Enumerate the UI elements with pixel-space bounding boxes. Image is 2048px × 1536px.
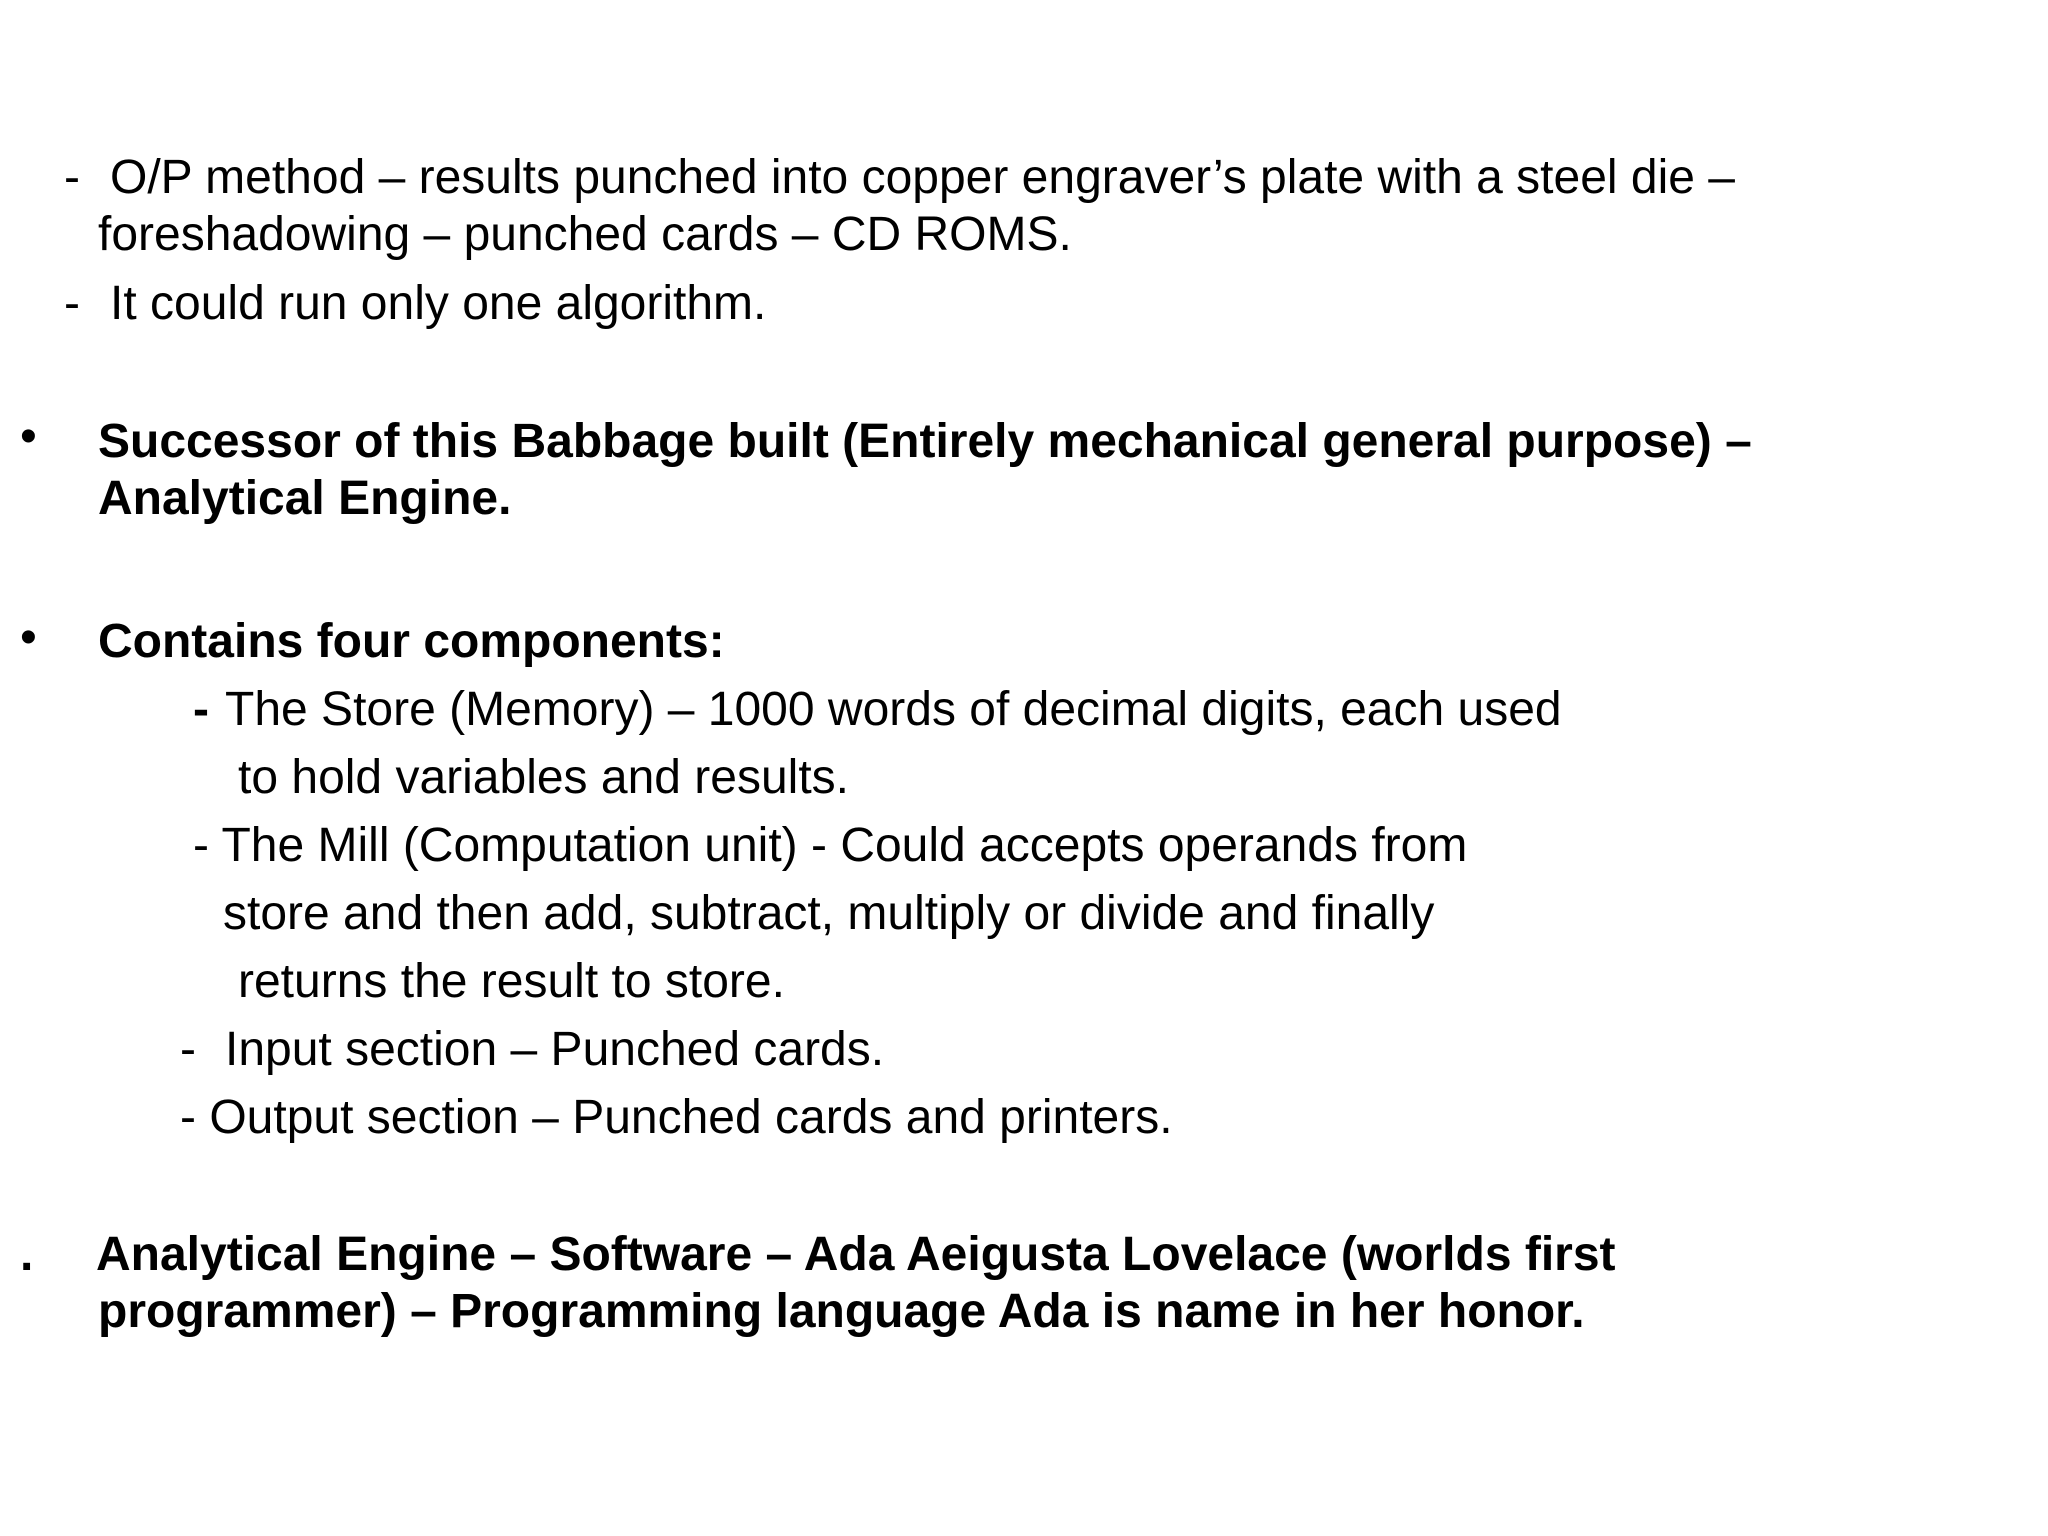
output-section-text: - Output section – Punched cards and printers. [180,1091,1173,1144]
one-algorithm-text: It could run only one algorithm. [110,277,767,330]
op-method-line-2: foreshadowing – punched cards – CD ROMS. [98,208,1072,261]
dash-marker: - [180,1023,196,1076]
ada-line-1: Analytical Engine – Software – Ada Aeigusta Lovelace (worlds first [96,1228,1616,1281]
bullet-marker: • [20,410,37,463]
store-line-2: to hold variables and results. [238,751,850,804]
bullet-marker: • [20,611,37,664]
period-marker: . [20,1228,34,1281]
mill-line-3: returns the result to store. [238,955,785,1008]
mill-line-2: store and then add, subtract, multiply or divide and finally [223,887,1435,940]
input-section-text: Input section – Punched cards. [225,1023,885,1076]
successor-line-1: Successor of this Babbage built (Entirely mechanical general purpose) – [98,415,1752,468]
store-line-1: The Store (Memory) – 1000 words of decimal digits, each used [225,683,1562,736]
dash-marker: - [64,151,80,204]
successor-line-2: Analytical Engine. [98,472,512,525]
mill-line-1: - The Mill (Computation unit) - Could accepts operands from [193,819,1468,872]
components-heading: Contains four components: [98,615,725,668]
dash-marker: - [193,683,209,736]
ada-line-2: programmer) – Programming language Ada is name in her honor. [98,1285,1585,1338]
op-method-line-1: O/P method – results punched into copper engraver’s plate with a steel die – [110,151,1735,204]
dash-marker: - [64,277,80,330]
